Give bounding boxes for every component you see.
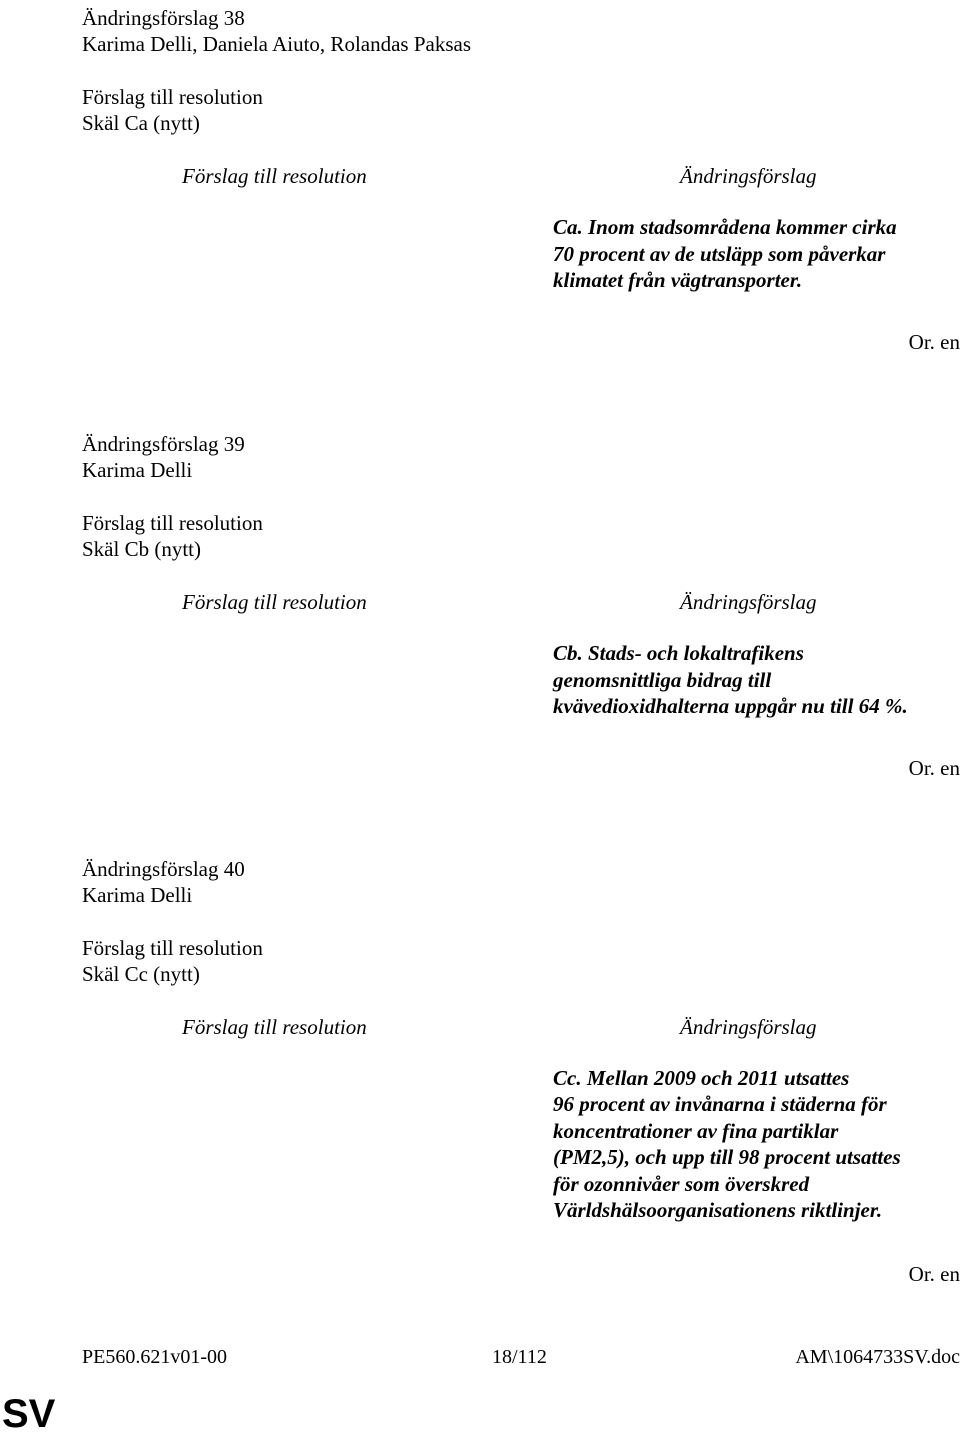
amendment-title: Ändringsförslag 38 <box>82 6 245 30</box>
original-language: Or. en <box>908 330 960 354</box>
amendment-title: Ändringsförslag 39 <box>82 432 245 456</box>
original-language: Or. en <box>908 756 960 780</box>
amendment-document: Förslag till resolution <box>82 511 263 535</box>
amendment-text-line: Ca. Inom stadsområdena kommer cirka <box>553 215 897 239</box>
amendment-authors: Karima Delli, Daniela Aiuto, Rolandas Paksas <box>82 32 472 56</box>
amendment-text-line: klimatet från vägtransporter. <box>553 268 803 292</box>
language-code: SV <box>2 1392 56 1436</box>
amendment-authors: Karima Delli <box>82 883 193 907</box>
amendment-text-line: genomsnittliga bidrag till <box>553 668 772 692</box>
amendment-text-line: koncentrationer av fina partiklar <box>553 1119 839 1143</box>
amendment-reference: Skäl Cc (nytt) <box>82 962 200 986</box>
column-header-proposal: Förslag till resolution <box>182 164 367 188</box>
column-header-amendment: Ändringsförslag <box>680 164 817 188</box>
amendment-reference: Skäl Cb (nytt) <box>82 537 201 561</box>
amendment-reference: Skäl Ca (nytt) <box>82 111 200 135</box>
amendment-text-line: kvävedioxidhalterna uppgår nu till 64 %. <box>553 694 908 718</box>
footer-doc-ref: PE560.621v01-00 <box>82 1346 227 1368</box>
amendment-document: Förslag till resolution <box>82 85 263 109</box>
amendment-text-line: Världshälsoorganisationens riktlinjer. <box>553 1198 883 1222</box>
amendment-text-line: för ozonnivåer som överskred <box>553 1172 810 1196</box>
footer-file-name: AM\1064733SV.doc <box>795 1346 960 1368</box>
footer-page-number: 18/112 <box>492 1346 547 1368</box>
amendment-authors: Karima Delli <box>82 458 193 482</box>
amendment-document: Förslag till resolution <box>82 936 263 960</box>
column-header-amendment: Ändringsförslag <box>680 1015 817 1039</box>
amendment-text-line: (PM2,5), och upp till 98 procent utsattes <box>553 1145 901 1169</box>
column-header-amendment: Ändringsförslag <box>680 590 817 614</box>
amendment-text-line: Cc. Mellan 2009 och 2011 utsattes <box>553 1066 850 1090</box>
amendment-title: Ändringsförslag 40 <box>82 857 245 881</box>
amendment-text-line: 96 procent av invånarna i städerna för <box>553 1092 887 1116</box>
column-header-proposal: Förslag till resolution <box>182 590 367 614</box>
original-language: Or. en <box>908 1262 960 1286</box>
amendment-text-line: 70 procent av de utsläpp som påverkar <box>553 242 886 266</box>
column-header-proposal: Förslag till resolution <box>182 1015 367 1039</box>
amendment-text-line: Cb. Stads- och lokaltrafikens <box>553 641 804 665</box>
